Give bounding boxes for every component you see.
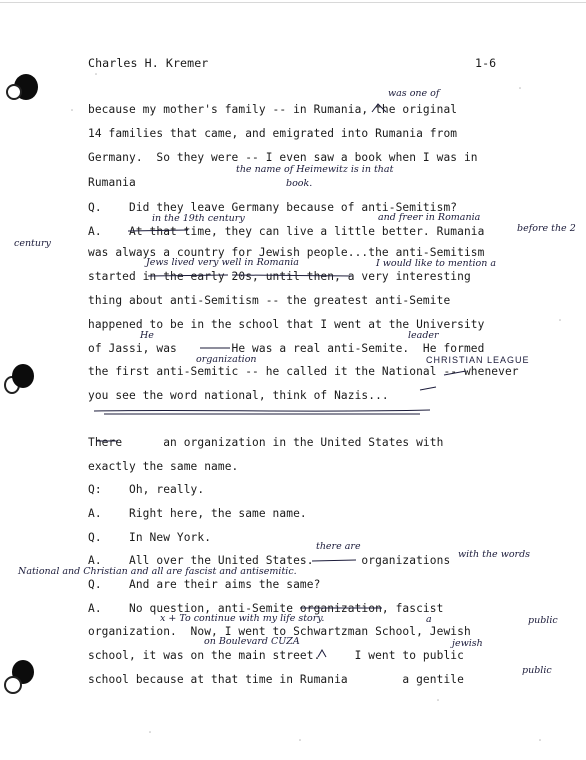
speckle [299,739,301,741]
handwritten-note: jewish [452,638,483,649]
strike-line [94,410,430,411]
typed-line: organization. Now, I went to Schwartzman School, Jewish [88,625,471,638]
typed-line: you see the word national, think of Nazis... [88,389,389,402]
speckle [149,731,151,733]
handwritten-note: book. [286,178,313,189]
handwritten-note: on Boulevard CUZA [204,636,300,647]
typed-line: Q. And are their aims the same? [88,578,321,591]
handwritten-note: before the 2 [517,223,576,234]
handwritten-note: with the words [458,549,531,560]
typed-line: school, it was on the main street. I went to public [88,649,464,662]
handwritten-note: CHRISTIAN LEAGUE [426,355,530,365]
strike-line [232,275,352,276]
header-page-number: 1-6 [475,56,497,70]
handwritten-note: I would like to mention a [376,258,497,269]
handwritten-note: organization [196,354,257,365]
typed-line: Germany. So they were -- I even saw a book when I was in [88,151,478,164]
caret-mark [420,387,436,390]
typed-line: There an organization in the United States with [88,436,444,449]
typed-line: school because at that time in Rumania a gentile [88,673,464,686]
handwritten-note: public [522,665,552,676]
strike-line [128,230,188,231]
handwritten-note: He [140,330,154,341]
strike-line [148,275,228,276]
speckle [519,87,521,89]
typed-line: because my mother's family -- in Rumania, the original [88,103,458,116]
typed-line: Q. Did they leave Germany because of anti-Semitism? [88,201,458,214]
handwritten-note: leader [408,330,439,341]
handwritten-note: was one of [388,88,440,99]
typed-line: of Jassi, was He was a real anti-Semite. He formed [88,342,485,355]
handwritten-note: century [14,238,51,249]
handwritten-note: National and Christian and all are fascist and antisemitic. [18,566,297,577]
speckle [539,739,541,741]
typed-line: was always a country for Jewish people...the anti-Semitism [88,246,485,259]
handwritten-note: there are [316,541,361,552]
speckle [95,73,97,75]
typed-line: A. At that time, they can live a little better. Rumania [88,225,485,238]
caret-mark [372,104,386,112]
handwritten-note: in the 19th century [152,213,245,224]
typed-line: Q: Oh, really. [88,483,205,496]
speckle [71,109,73,111]
typed-line: started in the early 20s, until then, a very interesting [88,270,471,283]
handwritten-note: the name of Heimewitz is in that [236,164,394,175]
handwritten-note: and freer in Romania [378,212,481,223]
typed-line: exactly the same name. [88,460,239,473]
typed-line: 14 families that came, and emigrated into Rumania from [88,127,458,140]
typed-line: Rumania [88,176,136,189]
handwritten-note: Jews lived very well in Romania [146,257,299,268]
strike-line [312,560,356,561]
header-name: Charles H. Kremer [88,56,209,70]
handwritten-note: public [528,615,558,626]
typed-line: A. Right here, the same name. [88,507,307,520]
typed-line: A. All over the United States. organizations [88,554,451,567]
handwritten-note: x + To continue with my life story. [160,613,325,624]
handwritten-note: a [426,614,432,625]
typed-line: Q. In New York. [88,531,212,544]
typed-line: happened to be in the school that I went at the University [88,318,485,331]
speckle [437,699,439,701]
typed-line: the first anti-Semitic -- he called it the National -- whenever [88,365,519,378]
typed-line: thing about anti-Semitism -- the greatest anti-Semite [88,294,451,307]
strike-line [444,371,466,375]
caret-mark [318,650,326,657]
speckle [559,319,561,321]
typed-line: A. No question, anti-Semite organization, fascist [88,602,444,615]
